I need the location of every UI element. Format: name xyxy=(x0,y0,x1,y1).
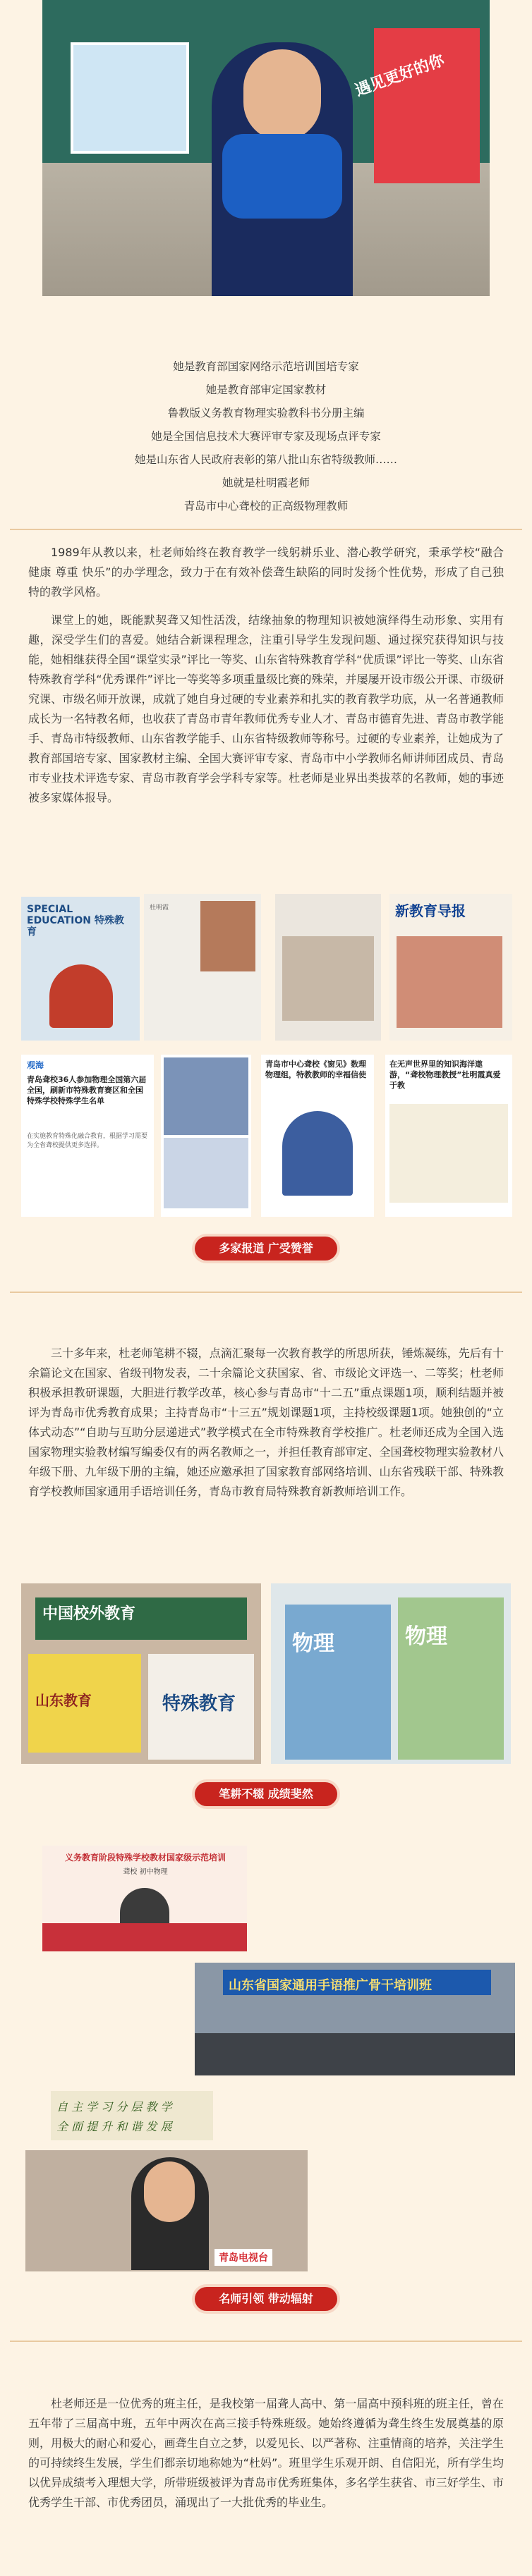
hall-banner-text: 山东省国家通用手语推广骨干培训班 xyxy=(229,1978,432,1993)
video-red-band xyxy=(42,1923,247,1951)
banner-leading-role: 名师引领 带动辐射 xyxy=(195,2287,337,2311)
audience-area xyxy=(195,2033,515,2075)
interviewee-face xyxy=(144,2161,195,2222)
book-1-title: 中国校外教育 xyxy=(42,1605,136,1623)
blue-scarf xyxy=(222,134,342,219)
newspaper-photo xyxy=(397,936,502,1028)
news-card-1[interactable] xyxy=(21,1055,154,1217)
bio-line-6: 她就是杜明霞老师 xyxy=(222,477,310,489)
calligraphy-sign xyxy=(51,2091,213,2140)
calendar-poster xyxy=(71,42,189,154)
sign-line-2: 全 面 提 升 和 谐 发 展 xyxy=(56,2120,172,2133)
news-card-3-photo xyxy=(282,1111,353,1196)
section1-paragraph-1: 1989年从教以来，杜老师始终在教育教学一线躬耕乐业、潜心教学研究，秉承学校“融合 健康 尊重 快乐”的办学理念，致力于在有效补偿聋生缺陷的同时发扬个性优势，形成了自己独特的教学风格。 xyxy=(28,546,504,599)
spread-photo xyxy=(282,936,374,1021)
bio-line-7: 青岛市中心聋校的正高级物理教师 xyxy=(183,500,349,513)
news-card-1-body: 在实施教育特殊化融合教育，根据学习需要为全省聋校提供更多选择。 xyxy=(27,1133,148,1149)
physics-book-1-title: 物理 xyxy=(292,1631,334,1656)
magazine-cover-1-title: SPECIAL EDUCATION 特殊教育 xyxy=(27,904,124,938)
news-card-4-headline: 在无声世界里的知识海洋遨游，“聋校物理教授”杜明霞真爱于教 xyxy=(389,1060,501,1090)
news-card-4[interactable] xyxy=(385,1055,512,1217)
video-title: 义务教育阶段特殊学校教材国家级示范培训 xyxy=(64,1853,226,1863)
section2-paragraph-1: 三十多年来，杜老师笔耕不辍，点滴汇聚每一次教育教学的所思所获，锤炼凝练，先后有十余篇论文在国家、省级刊物发表，二十余篇论文获国家、省、市级论文评选一、二等奖；杜老师积极承担教研课题，大胆进行教学改革，核心参与青岛市“十二五”重点课题1项，顺利结题并被评为青岛市优秀教育成果；主持青岛市“十三五”规划课题1项，主持校级课题1项。她独创的“立体式动态”“自助与互助分层递进式”教学模式在全市特殊教育学校推广。杜老师还成为全国入选国家物理实验教材编写编委仅有的两名教师之一，并担任教育部审定、全国聋校物理实验教材八年级下册、九年级下册的主编，她还应邀承担了国家教育部网络培训、山东省残联干部、特殊教育学校教师国家通用手语培训任务，青岛市教育局特殊教育新教师培训工作。 xyxy=(28,1347,504,1498)
bio-line-2: 她是教育部审定国家教材 xyxy=(205,384,327,396)
banner-writing-achievements: 笔耕不辍 成绩斐然 xyxy=(195,1782,337,1806)
section-divider xyxy=(10,529,522,530)
section1-paragraph-2: 课堂上的她，既能默契聋又知性活泼，结缘抽象的物理知识被她演绎得生动形象、实用有趣，深受学生们的喜爱。她结合新课程理念，注重引导学生发现问题、通过探究获得知识与技能，她相继获得全国“课堂实录”评比一等奖、山东省特殊教育学科“优质课”评比一等奖、山东省特殊教育学科“优秀课件”评比一等奖等多项重量级比赛的殊荣，并屡屡开设市级公开课、市级研究课、市级名师开放课，成就了她自身过硬的专业素养和扎实的教育教学功底，从一名普通教师成长为一名特教名师，也收获了青岛市青年教师优秀专业人才、青岛市德育先进、青岛市教学能手、青岛市特级教师、山东省教学能手、山东省特级教师等称号。过硬的专业素养，让她成为了教育部国培专家、国家教材主编、全国大赛评审专家、青岛市中小学教师名师讲师团成员、青岛市专业技术评选专家、青岛市教育学会学科专家等。杜老师是业界出类拔萃的名教师，她的事迹被多家媒体报导。 xyxy=(28,613,504,804)
bio-line-5: 她是山东省人民政府表彰的第八批山东省特级教师…… xyxy=(134,453,397,466)
book-2-title: 特殊教育 xyxy=(162,1693,236,1715)
training-video-still[interactable] xyxy=(42,1846,247,1951)
section-divider-2 xyxy=(10,1292,522,1293)
news-card-1-headline: 青岛聋校36人参加物理全国第六届全国，刷新市特殊教育赛区和全国特殊学校特殊学生名单 xyxy=(27,1075,147,1105)
bio-line-1: 她是教育部国家网络示范培训国培专家 xyxy=(173,360,359,373)
banner-media-reports: 多家报道 广受赞誉 xyxy=(195,1237,337,1261)
newspaper-masthead: 新教育导报 xyxy=(395,902,466,919)
magazine-portrait xyxy=(200,901,255,971)
bio-line-3: 鲁教版义务教育物理实验教科书分册主编 xyxy=(167,407,365,419)
physics-book-2-title: 物理 xyxy=(405,1624,447,1649)
magazine-page-2 xyxy=(144,894,261,1041)
tv-station-logo: 青岛电视台 xyxy=(214,2249,272,2266)
board-heading: 遇见更好的你 xyxy=(353,51,447,100)
book-3-title: 山东教育 xyxy=(35,1692,92,1709)
textbook-photo xyxy=(271,1583,511,1764)
magazine-page-2-text: 杜明霞 xyxy=(150,904,169,912)
tv-interview-photo xyxy=(25,2150,308,2271)
book-stack-photo xyxy=(21,1583,261,1764)
newspaper-4 xyxy=(389,894,512,1041)
news-card-4-text-block xyxy=(389,1104,508,1203)
news-card-2[interactable] xyxy=(161,1055,251,1217)
magazine-cover-1 xyxy=(21,897,140,1041)
magazine-spread-3 xyxy=(275,894,381,1041)
bio-line-4: 她是全国信息技术大赛评审专家及现场点评专家 xyxy=(151,430,381,443)
video-subtitle: 聋校 初中物理 xyxy=(123,1868,168,1876)
news-card-3[interactable] xyxy=(261,1055,374,1217)
news-card-2-photo-2 xyxy=(164,1138,248,1208)
hero-photo xyxy=(42,0,490,296)
sign-line-1: 自 主 学 习 分 层 教 学 xyxy=(56,2100,172,2114)
lecture-hall-photo xyxy=(195,1963,515,2075)
news-card-3-headline: 青岛市中心聋校《窗见》数理物理组，特教教师的幸福信使 xyxy=(265,1060,366,1079)
news-source: 观海 xyxy=(27,1060,44,1070)
teacher-face xyxy=(243,49,321,141)
section3-paragraph-1: 杜老师还是一位优秀的班主任，是我校第一届聋人高中、第一届高中预科班的班主任，曾在五年带了三届高中班，五年中两次在高三接手特殊班级。她始终遵循为聋生终生发展奠基的原则，用极大的耐心和爱心，画聋生自立之梦，以爱见长、以严著称、注重情商的培养，关注学生的可持续终生发展，学生们都亲切地称她为“杜妈”。班里学生乐观开朗、自信阳光，所有学生均以优异成绩考入理想大学，所带班级被评为青岛市优秀班集体，多名学生获省、市三好学生、市优秀学生干部、市优秀团员，涌现出了一大批优秀的毕业生。 xyxy=(28,2397,504,2509)
news-card-2-photo xyxy=(164,1057,248,1135)
landmark-photo xyxy=(49,964,113,1028)
red-poster xyxy=(374,28,480,183)
section-divider-3 xyxy=(10,2341,522,2342)
